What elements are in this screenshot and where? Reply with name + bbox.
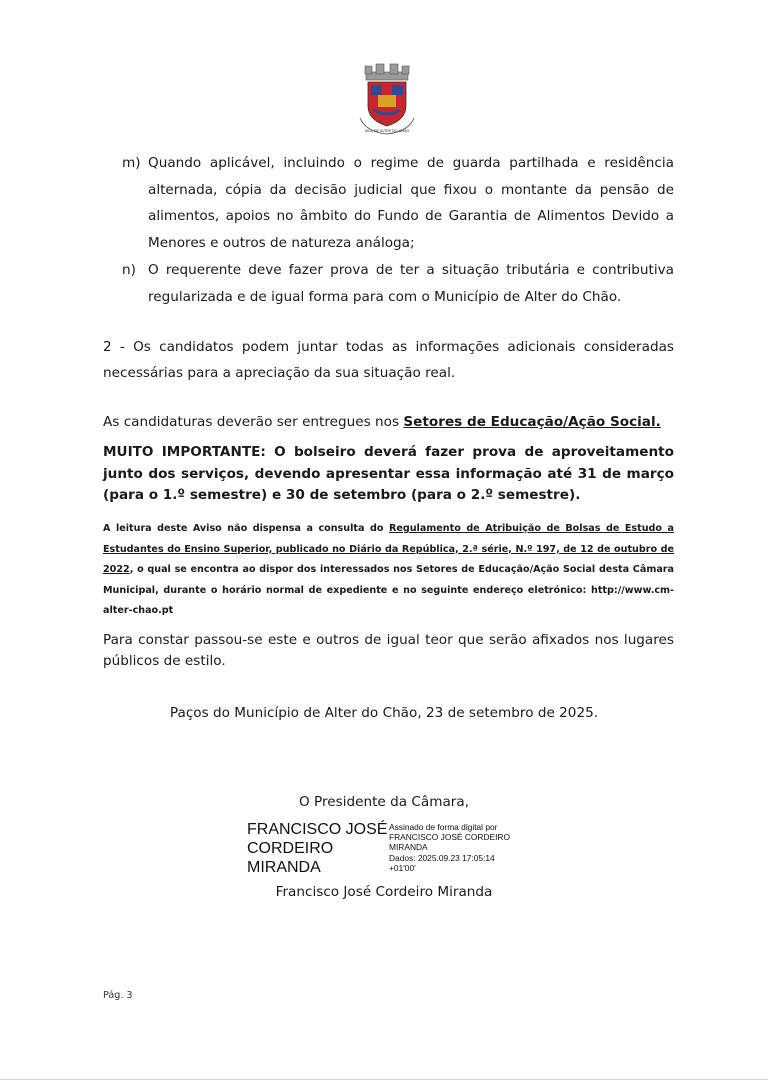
list-item-text: Quando aplicável, incluindo o regime de guarda partilhada e residência alternada, cópia da decisão judicial que fixou o montante da pensão de alimentos, apoios no âmbito do Fundo de Garantia de Alimentos Devido a Menores e outros de natureza análoga; <box>148 155 674 251</box>
digital-signature-details <box>389 822 510 873</box>
important-notice: MUITO IMPORTANTE: O bolseiro deverá fazer prova de aproveitamento junto dos serviços, devendo apresentar essa informação até 31 de março (para o 1.º semestre) e 30 de setembro (para o 2.º semestre). <box>103 444 674 503</box>
submission-highlight: Setores de Educação/Ação Social. <box>403 414 661 430</box>
regulation-notice <box>103 519 674 622</box>
signature-role: O Presidente da Câmara, <box>298 794 470 810</box>
regulation-notice-prefix: A leitura deste Aviso não dispensa a consulta do <box>103 523 389 534</box>
signature-name-line: FRANCISCO JOSÉ <box>247 821 388 838</box>
regulation-notice-suffix: , o qual se encontra ao dispor dos interessados nos Setores de Educação/Ação Social desta Câmara Municipal, durante o horário normal de expediente e no seguinte endereço eletrónico: http://www.cm-alter-chao.pt <box>103 564 674 616</box>
list-item-m <box>122 150 674 256</box>
signature-meta-line: FRANCISCO JOSÉ CORDEIRO <box>389 832 510 843</box>
place-date: Paços do Município de Alter do Chão, 23 de setembro de 2025. <box>169 705 599 721</box>
page-bottom-rule <box>0 1079 768 1080</box>
additional-info-paragraph: 2 - Os candidatos podem juntar todas as informações adicionais consideradas necessárias para a apreciação da sua situação real. <box>103 339 674 381</box>
page-number: Pág. 3 <box>103 990 133 1001</box>
crest-ribbon-text: VILA DE ALTER DO CHÃO <box>364 129 410 133</box>
list-marker: n) <box>122 262 136 278</box>
municipal-crest-logo <box>356 62 418 138</box>
digital-signature-name <box>247 820 387 877</box>
signature-name-line: MIRANDA <box>247 859 321 876</box>
list-item-text: O requerente deve fazer prova de ter a situação tributária e contributiva regularizada e de igual forma para com o Município de Alter do Chão. <box>148 262 674 305</box>
signature-meta-line: +01'00' <box>389 862 416 873</box>
posting-paragraph: Para constar passou-se este e outros de igual teor que serão afixados nos lugares públicos de estilo. <box>103 632 674 669</box>
list-marker: m) <box>122 155 141 171</box>
signature-name-line: CORDEIRO <box>247 840 334 857</box>
signature-meta-line: Assinado de forma digital por <box>389 822 498 832</box>
signature-meta-line: MIRANDA <box>389 842 428 853</box>
submission-text: As candidaturas deverão ser entregues nos <box>103 414 404 430</box>
regulation-reference: Regulamento de Atribuição de Bolsas de Estudo a Estudantes do Ensino Superior, publicado no Diário da República, 2.ª série, N.º 197, de 12 de outubro de 2022 <box>103 523 674 575</box>
signature-meta-line: Dados: 2025.09.23 17:05:14 <box>389 852 495 863</box>
submission-paragraph <box>103 409 674 435</box>
signer-name: Francisco José Cordeiro Miranda <box>275 884 493 900</box>
requirements-list <box>122 150 674 310</box>
list-item-n <box>122 257 674 310</box>
